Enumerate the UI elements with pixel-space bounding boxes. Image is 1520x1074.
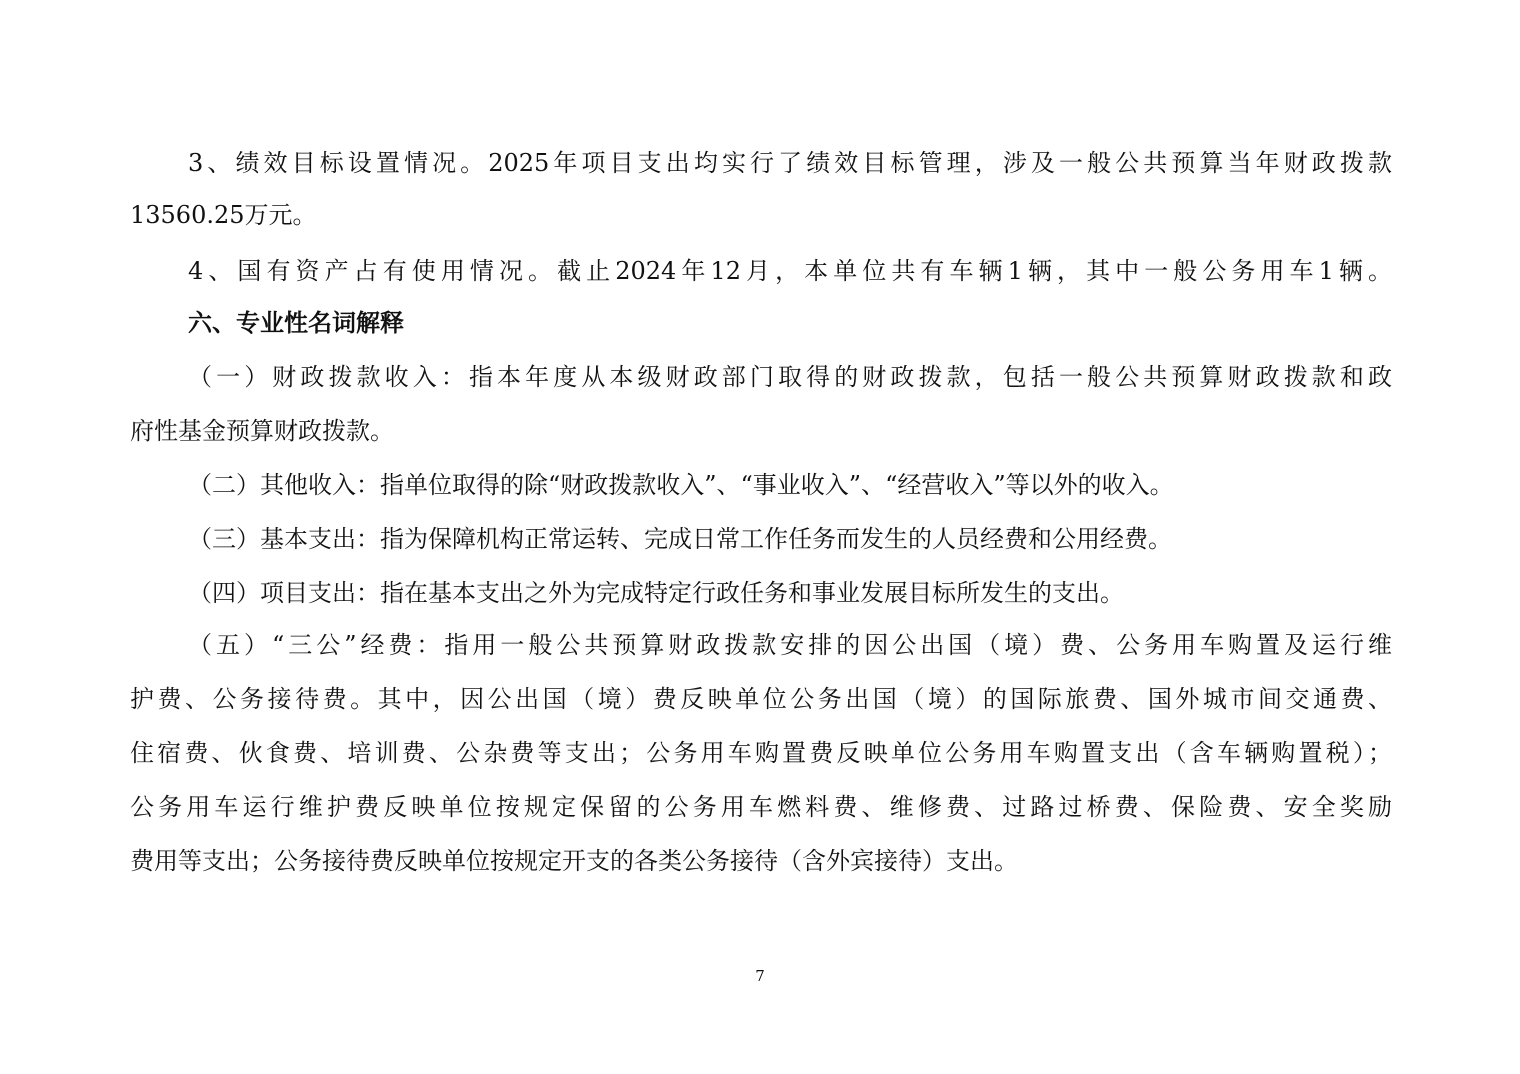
term-other-income: （二）其他收入：指单位取得的除“财政拨款收入”、“事业收入”、“经营收入”等以外的收入。: [188, 471, 1174, 499]
term-three-public-line-4: 公务用车运行维护费反映单位按规定保留的公务用车燃料费、维修费、过路过桥费、保险费、安全奖励: [130, 793, 1392, 821]
term-fiscal-appropriation-line-1: （一）财政拨款收入：指本年度从本级财政部门取得的财政拨款，包括一般公共预算财政拨款和政: [188, 363, 1392, 391]
page-number: 7: [755, 967, 765, 985]
paragraph-state-assets: 4、国有资产占有使用情况。截止2024年12月，本单位共有车辆1辆，其中一般公务用车1辆。: [188, 257, 1392, 285]
paragraph-performance-goals-line-1: 3、绩效目标设置情况。2025年项目支出均实行了绩效目标管理，涉及一般公共预算当年财政拨款: [188, 149, 1392, 177]
term-three-public-line-1: （五）“三公”经费：指用一般公共预算财政拨款安排的因公出国（境）费、公务用车购置及运行维: [188, 631, 1392, 659]
term-basic-expenditure: （三）基本支出：指为保障机构正常运转、完成日常工作任务而发生的人员经费和公用经费。: [188, 525, 1172, 553]
term-three-public-line-5: 费用等支出；公务接待费反映单位按规定开支的各类公务接待（含外宾接待）支出。: [130, 847, 1018, 875]
term-three-public-line-2: 护费、公务接待费。其中，因公出国（境）费反映单位公务出国（境）的国际旅费、国外城市间交通费、: [130, 685, 1392, 713]
section-heading-terms: 六、专业性名词解释: [188, 309, 404, 337]
paragraph-performance-goals-line-2: 13560.25万元。: [130, 201, 317, 229]
term-fiscal-appropriation-line-2: 府性基金预算财政拨款。: [130, 417, 394, 445]
term-three-public-line-3: 住宿费、伙食费、培训费、公杂费等支出；公务用车购置费反映单位公务用车购置支出（含车辆购置税）；: [130, 739, 1392, 767]
term-project-expenditure: （四）项目支出：指在基本支出之外为完成特定行政任务和事业发展目标所发生的支出。: [188, 579, 1124, 607]
